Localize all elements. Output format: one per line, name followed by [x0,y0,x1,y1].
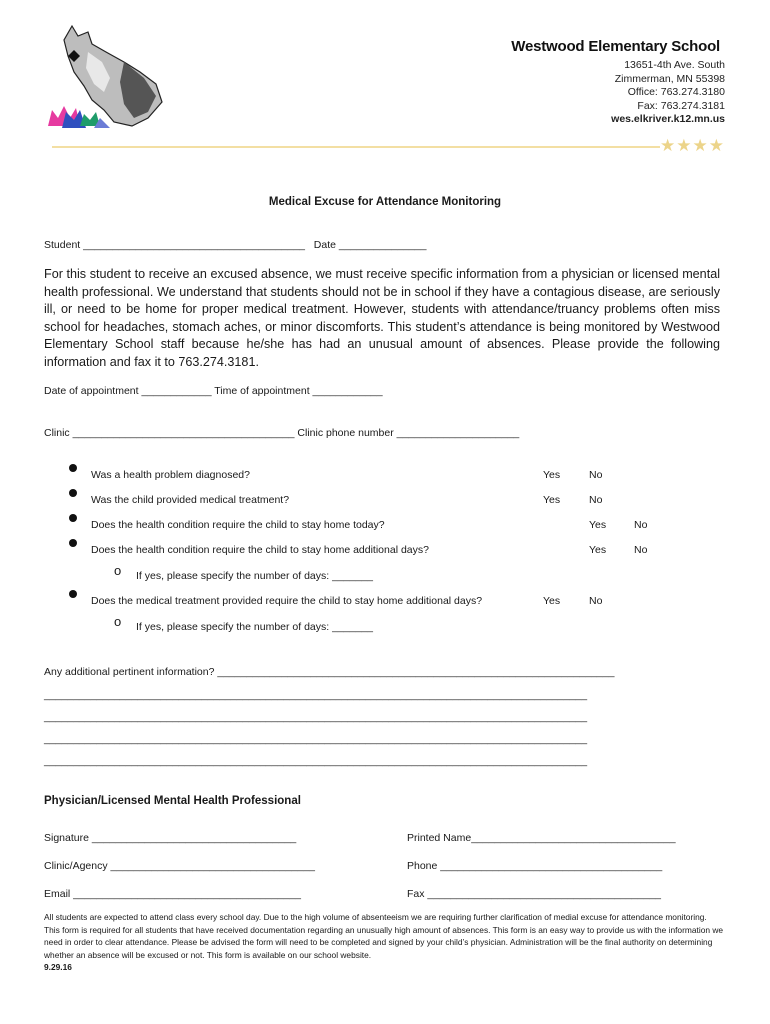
footer-note: All students are expected to attend class every school day. Due to the high volume of absenteeism we are requiring further clarification of medial excuse for attendance monitoring. This form is required for all students that have received documentation regarding an unusually high amount of absences. This form is an easy way to provide us with the information we need in order to clear attendance. Please be advised the form will need to be completed and signed by your child’s physician. Administration will be the final authority on determining whether an absence will be excused or not. This form is available on our school website. [44,912,724,960]
bullet-icon [69,489,77,497]
answer-no-4[interactable]: No [634,544,648,556]
physician-section-title: Physician/Licensed Mental Health Professional [44,795,301,807]
blank-line: _____________________________________________________________________________________________ [44,689,588,701]
wolf-logo-icon [44,22,168,134]
additional-info-line: Any additional pertinent information? ____________________________________________________________________ [44,666,615,678]
form-title: Medical Excuse for Attendance Monitoring [268,196,502,208]
sub-bullet-icon: o [114,563,122,578]
question-1: Was a health problem diagnosed? [91,469,250,481]
instructions-paragraph: For this student to receive an excused absence, we must receive specific information from a physician or licensed mental health professional. We understand that students should not be in school if they have a contagious disease, are seriously ill, or need to be home for proper medical treatment. However, students with attendance/truancy problems often miss school for headaches, stomach aches, or minor discomforts. This student’s attendance is being monitored by Westwood Elementary School staff because he/she has had an unusual amount of absences. Please provide the following information and fax it to 763.274.3181. [44,267,720,369]
signature-field: Signature ___________________________________ [44,832,297,844]
question-2: Was the child provided medical treatment? [91,494,290,506]
answer-no-2[interactable]: No [589,494,603,506]
office-phone: Office: 763.274.3180 [627,86,725,98]
question-5: Does the medical treatment provided require the child to stay home additional days? [91,595,483,607]
blank-line: _____________________________________________________________________________________________ [44,711,588,723]
answer-no-3[interactable]: No [634,519,648,531]
answer-yes-2[interactable]: Yes [543,494,561,506]
header-divider [52,146,660,148]
clinic-agency-field: Clinic/Agency ___________________________________ [44,860,315,872]
clinic-line: Clinic ______________________________________ Clinic phone number _____________________ [44,427,520,439]
bullet-icon [69,464,77,472]
star-icons: ★★★★ [660,136,725,155]
school-name: Westwood Elementary School [511,38,720,55]
bullet-icon [69,539,77,547]
phone-field: Phone ______________________________________ [407,860,663,872]
bullet-icon [69,514,77,522]
specify-days-2: If yes, please specify the number of days: _______ [136,621,373,633]
blank-line: _____________________________________________________________________________________________ [44,755,588,767]
question-3: Does the health condition require the child to stay home today? [91,519,385,531]
answer-yes-5[interactable]: Yes [543,595,561,607]
footer-note-block [44,911,724,974]
fax-field: Fax ________________________________________ [407,888,662,900]
email-field: Email _______________________________________ [44,888,301,900]
fax-number: Fax: 763.274.3181 [637,100,725,112]
specify-days-1: If yes, please specify the number of days: _______ [136,570,373,582]
answer-yes-4[interactable]: Yes [589,544,607,556]
blank-line: _____________________________________________________________________________________________ [44,733,588,745]
answer-no-1[interactable]: No [589,469,603,481]
printed-name-field: Printed Name___________________________________ [407,832,676,844]
answer-no-5[interactable]: No [589,595,603,607]
sub-bullet-icon: o [114,614,122,629]
student-date-line: Student ______________________________________ Date _______________ [44,239,427,251]
form-date: 9.29.16 [44,962,72,973]
address-line-2: Zimmerman, MN 55398 [614,73,725,85]
question-4: Does the health condition require the child to stay home additional days? [91,544,429,556]
bullet-icon [69,590,77,598]
answer-yes-1[interactable]: Yes [543,469,561,481]
address-line-1: 13651-4th Ave. South [624,59,725,71]
school-website: wes.elkriver.k12.mn.us [611,113,725,125]
appointment-line: Date of appointment ____________ Time of appointment ____________ [44,385,383,397]
answer-yes-3[interactable]: Yes [589,519,607,531]
